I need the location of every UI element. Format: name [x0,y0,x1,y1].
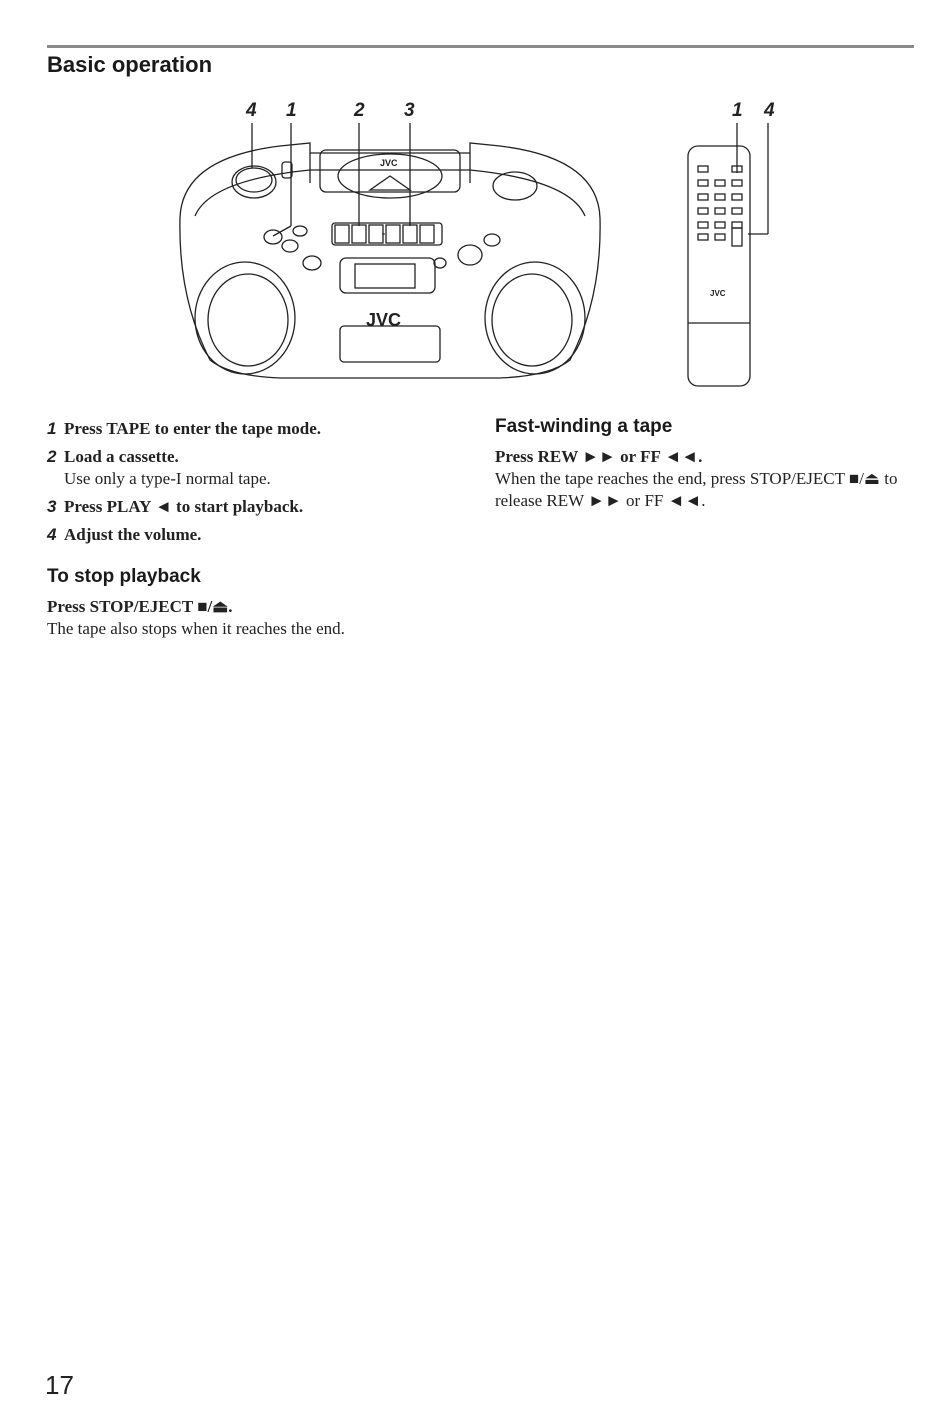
callout-2-unit: 2 [354,100,365,121]
callout-3-unit: 3 [404,100,415,121]
unit-brand-label: JVC [380,158,398,168]
section-note: When the tape reaches the end, press STOP/EJECT ■/⏏ to release REW ►► or FF ◄◄. [495,469,898,510]
top-rule [47,45,914,48]
step-number: 2 [47,447,57,466]
step-text: Press PLAY ◄ to start playback. [64,497,304,516]
section-heading: To stop playback [47,566,201,587]
step-4 [47,524,467,546]
callout-4-remote: 4 [764,100,775,121]
step-text: Load a cassette. [64,447,179,466]
step-text: Adjust the volume. [64,525,202,544]
section-instruction: Press REW ►► or FF ◄◄. [495,447,703,466]
step-2 [47,446,467,490]
callout-1-unit: 1 [286,100,297,121]
section-heading: Fast-winding a tape [495,416,673,437]
step-3 [47,496,467,518]
tape-steps-list [47,418,467,552]
unit-front-brand-label: JVC [366,310,402,330]
fast-winding-section [495,416,920,512]
step-text: Press TAPE to enter the tape mode. [64,419,322,438]
callout-1-remote: 1 [732,100,743,121]
step-number: 3 [47,497,57,516]
remote-brand-label: JVC [710,289,726,298]
step-note: Use only a type-I normal tape. [64,469,271,488]
stop-playback-section [47,566,467,640]
section-instruction: Press STOP/EJECT ■/⏏. [47,597,233,616]
boombox-and-remote-drawing [170,98,790,393]
page-title: Basic operation [47,52,213,77]
section-note: The tape also stops when it reaches the end. [47,619,345,638]
page-number: 17 [45,1370,74,1400]
callout-4-unit: 4 [246,100,257,121]
product-illustration [170,98,790,393]
step-number: 1 [47,419,57,438]
step-1 [47,418,467,440]
step-number: 4 [47,525,57,544]
